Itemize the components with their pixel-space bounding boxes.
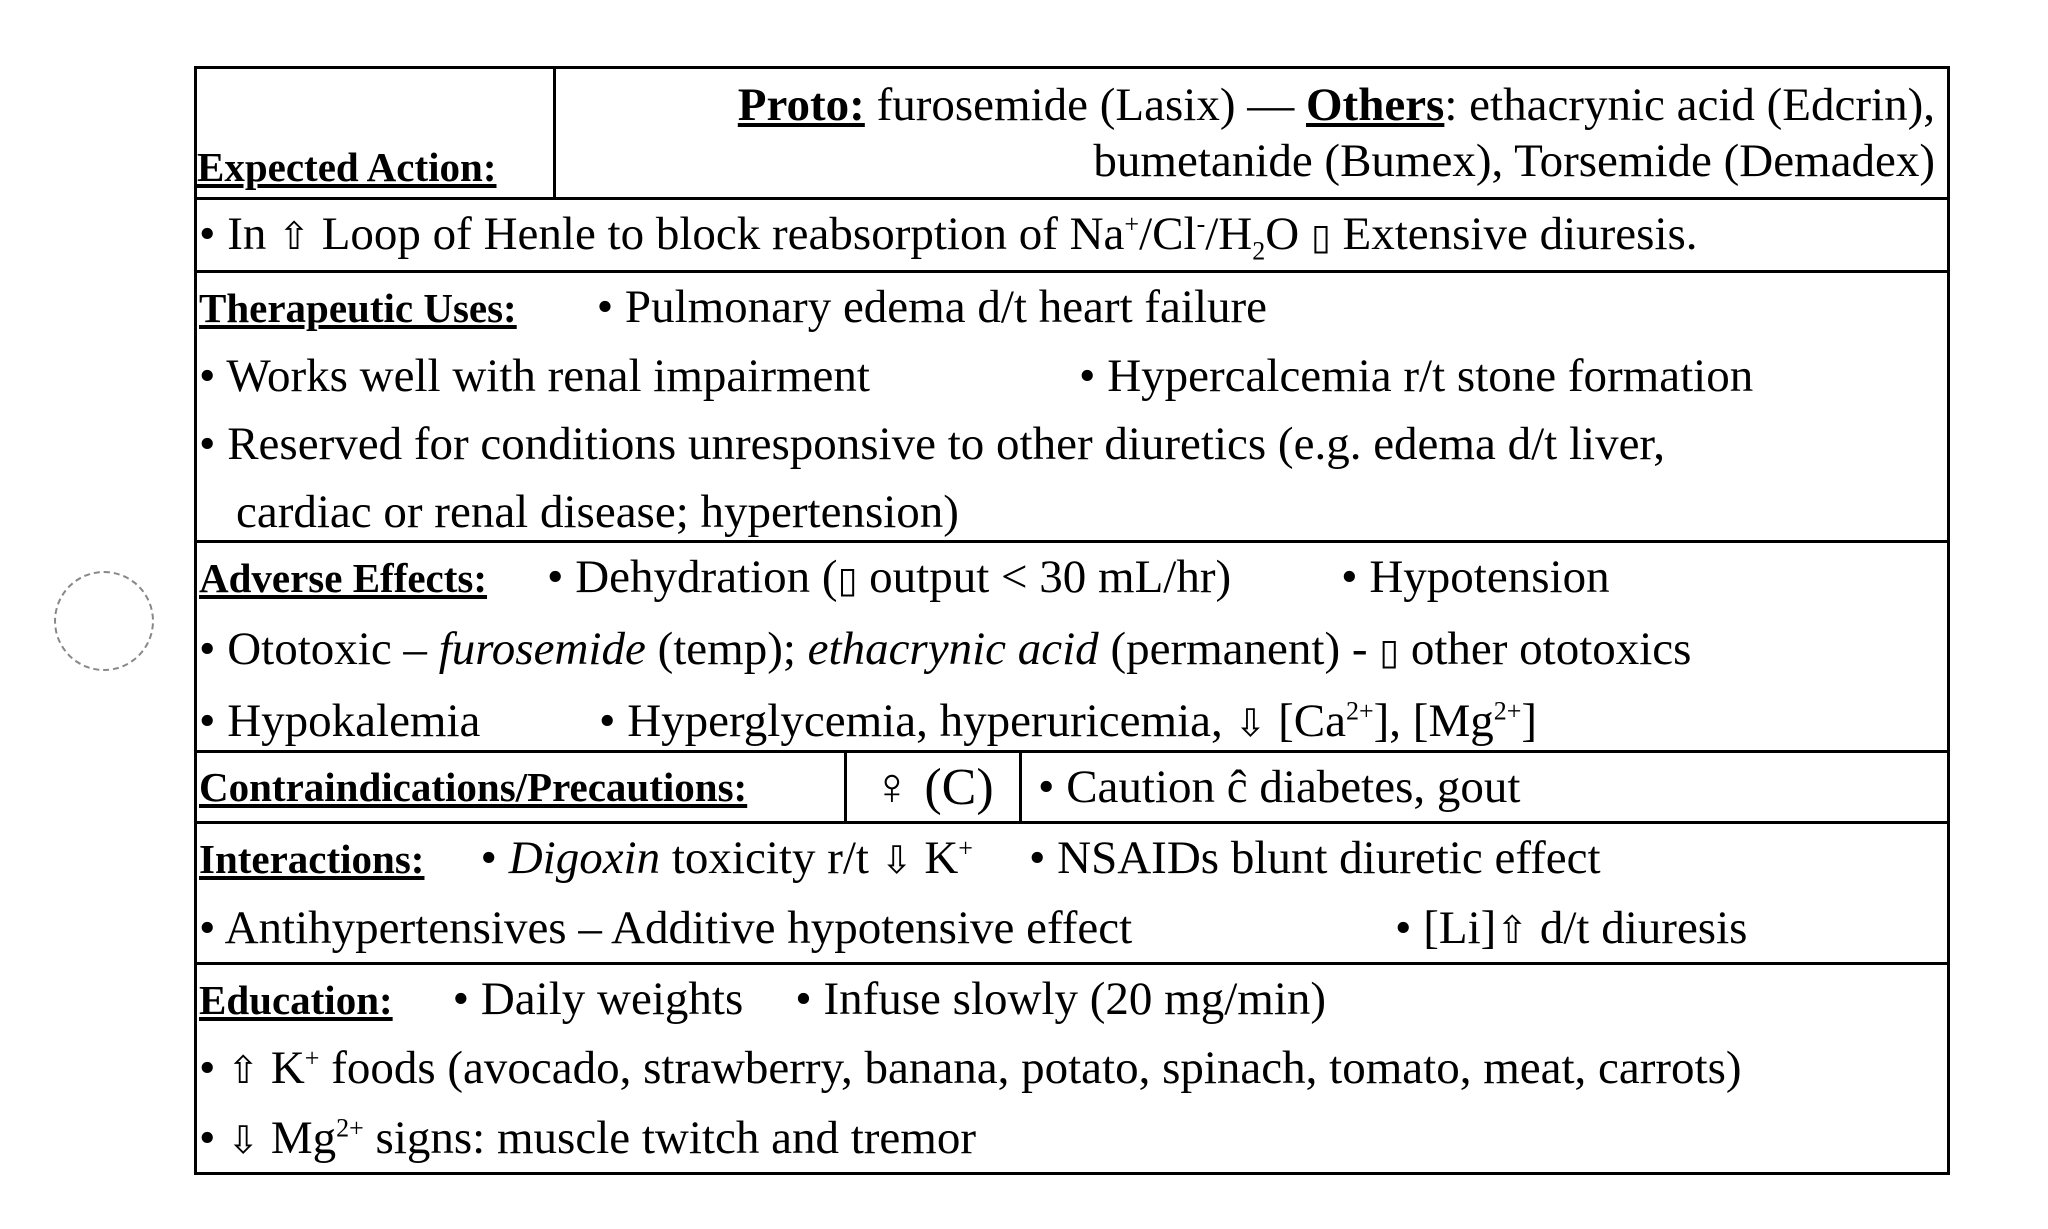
adverse-line-1 <box>197 543 1947 615</box>
adverse-text: ] <box>1521 695 1538 747</box>
therapeutic-item: • Pulmonary edema d/t heart failure <box>596 281 1268 333</box>
missing-glyph-icon: ▯ <box>1379 632 1400 673</box>
education-text: Mg <box>259 1112 337 1164</box>
education-label: Education: <box>199 977 393 1023</box>
superscript: + <box>958 833 973 863</box>
superscript: + <box>304 1043 320 1073</box>
interactions-line-2 <box>197 894 1947 964</box>
adverse-text: ], [Mg <box>1373 695 1494 747</box>
proto-line-2: bumetanide (Bumex), Torsemide (Demadex) <box>1093 135 1935 187</box>
up-arrow-icon: ⇧ <box>227 1048 260 1092</box>
education-text: • <box>199 1042 228 1094</box>
bullet: • <box>199 208 216 260</box>
adverse-text: other ototoxics <box>1399 623 1692 675</box>
proto-cell <box>556 69 1947 197</box>
adverse-item: • Hypotension <box>1341 551 1610 603</box>
action-text-4: /H <box>1205 208 1253 260</box>
education-line-3 <box>197 1104 1947 1174</box>
drug-name: ethacrynic acid <box>807 623 1099 675</box>
interactions-line-1 <box>197 824 1947 894</box>
missing-glyph-icon: ▯ <box>1310 217 1331 258</box>
others-label: Others <box>1305 79 1445 131</box>
therapeutic-line-3: • Reserved for conditions unresponsive to other diuretics (e.g. edema d/t liver, <box>199 418 1665 470</box>
drug-name: furosemide <box>438 623 646 675</box>
others-text: : ethacrynic acid (Edcrin), <box>1444 79 1935 131</box>
down-arrow-icon: ⇩ <box>1234 701 1267 745</box>
up-arrow-icon: ⇧ <box>1496 908 1529 952</box>
superscript: 2+ <box>336 1113 364 1143</box>
drug-card <box>194 66 1950 1175</box>
missing-glyph-icon: ▯ <box>837 560 858 601</box>
proto-label: Proto: <box>737 79 865 131</box>
adverse-text: output < 30 mL/hr) <box>857 551 1232 603</box>
adverse-text: (permanent) - <box>1098 623 1380 675</box>
pregnancy-category: ♀ (C) <box>847 753 1022 821</box>
therapeutic-item: • Works well with renal impairment <box>199 350 870 402</box>
expected-action-cell <box>197 69 556 197</box>
interactions-label: Interactions: <box>199 836 425 882</box>
superscript: - <box>1196 209 1206 239</box>
education-line-1 <box>197 965 1947 1034</box>
education-text: signs: muscle twitch and tremor <box>363 1112 976 1164</box>
action-line <box>197 200 1947 272</box>
contra-label-cell <box>197 753 847 821</box>
education-text: foods (avocado, strawberry, banana, potato, spinach, tomato, meat, carrots) <box>319 1042 1742 1094</box>
adverse-text: [Ca <box>1266 695 1346 747</box>
contra-label: Contraindications/Precautions: <box>199 764 748 810</box>
expected-action-label: Expected Action: <box>197 144 497 190</box>
down-arrow-icon: ⇩ <box>880 838 913 882</box>
interaction-text: • [Li] <box>1395 902 1497 954</box>
superscript: 2+ <box>1345 696 1374 726</box>
action-text-2: Loop of Henle to block reabsorption of Na <box>309 208 1125 260</box>
action-text-3: /Cl <box>1139 208 1197 260</box>
education-line-2 <box>197 1034 1947 1104</box>
up-arrow-icon: ⇧ <box>278 214 310 258</box>
interaction-text: toxicity r/t <box>660 832 881 884</box>
adverse-text: • Dehydration ( <box>547 551 838 603</box>
interaction-text: d/t diuresis <box>1528 902 1748 954</box>
interaction-text: K <box>912 832 959 884</box>
dashed-circle-marker <box>54 571 154 671</box>
therapeutic-item: • Hypercalcemia r/t stone formation <box>1079 350 1754 402</box>
adverse-text: • Hyperglycemia, hyperuricemia, <box>599 695 1235 747</box>
drug-name: Digoxin <box>508 832 661 884</box>
interactions-row <box>197 821 1947 962</box>
education-text: K <box>259 1042 305 1094</box>
proto-line-1 <box>556 77 1935 133</box>
therapeutic-label: Therapeutic Uses: <box>199 285 517 331</box>
subscript: 2 <box>1252 236 1266 266</box>
action-text-6: Extensive diuresis. <box>1330 208 1698 260</box>
proto-text: furosemide (Lasix) — <box>864 79 1306 131</box>
therapeutic-line-2 <box>197 342 1947 410</box>
adverse-line-2 <box>197 615 1947 687</box>
education-row <box>197 962 1947 1172</box>
adverse-line-3 <box>197 687 1947 757</box>
adverse-item: • Hypokalemia <box>199 695 481 747</box>
proto-row <box>197 69 1947 197</box>
education-item: • Daily weights <box>452 973 744 1025</box>
interaction-item: • Antihypertensives – Additive hypotensive effect <box>199 902 1133 954</box>
action-text-5: O <box>1265 208 1311 260</box>
superscript: + <box>1124 209 1140 239</box>
adverse-text: (temp); <box>645 623 808 675</box>
adverse-label: Adverse Effects: <box>199 555 488 601</box>
interaction-item: • NSAIDs blunt diuretic effect <box>1028 832 1601 884</box>
therapeutic-row <box>197 270 1947 540</box>
education-item: • Infuse slowly (20 mg/min) <box>795 973 1327 1025</box>
contra-row <box>197 750 1947 821</box>
action-text-1: In <box>215 208 279 260</box>
superscript: 2+ <box>1493 696 1522 726</box>
interaction-text: • <box>480 832 509 884</box>
therapeutic-line-1 <box>197 273 1947 342</box>
education-text: • <box>199 1112 228 1164</box>
contra-text: • Caution ĉ diabetes, gout <box>1038 761 1521 813</box>
action-row <box>197 197 1947 270</box>
adverse-text: • Ototoxic – <box>199 623 439 675</box>
therapeutic-line-4: cardiac or renal disease; hypertension) <box>236 486 959 538</box>
down-arrow-icon: ⇩ <box>227 1118 260 1162</box>
adverse-row <box>197 540 1947 750</box>
